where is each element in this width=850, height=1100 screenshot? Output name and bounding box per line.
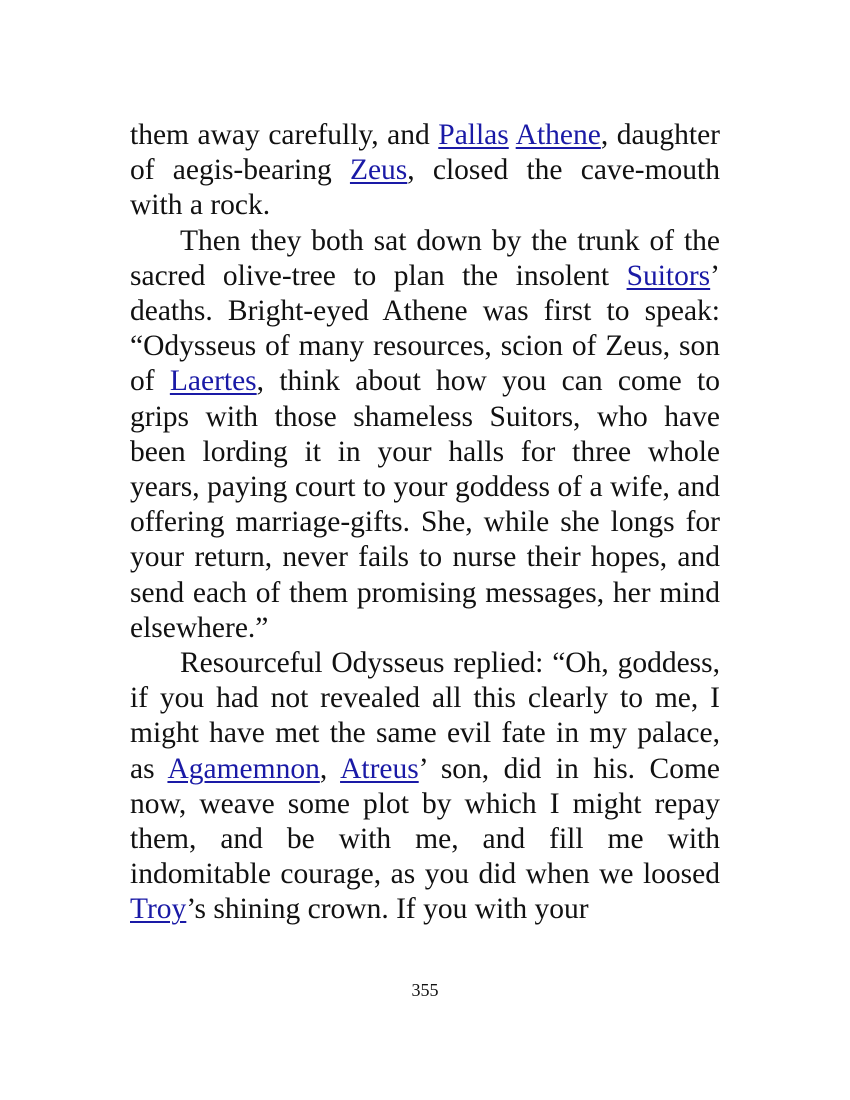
text-run: , think about how you can come to grips with those shameless Suitors, who have been lording it in your halls for three whole years, paying court to your goddess of a wife, and offering marriage-gifts. She, while she longs for your return, never fails to nurse their hopes, and send each of them promising messages, her mind elsewhere.” — [130, 365, 720, 644]
paragraph — [130, 118, 720, 224]
text-run: ’s shining crown. If you with your — [186, 893, 589, 926]
link-pallas[interactable]: Pallas — [438, 119, 509, 151]
link-zeus[interactable]: Zeus — [349, 154, 408, 187]
link-athene[interactable]: Athene — [515, 119, 601, 151]
text-run: ’ deaths. Bright-eyed Athene was first to speak: “Odysseus of many resources, scion of Zeus, son of — [130, 259, 720, 398]
text-run: , closed the cave-mouth with a rock. — [130, 154, 720, 222]
text-run: Then they both sat down by the trunk of the sacred olive-tree to plan the insolent — [130, 224, 720, 292]
text-run: ’ son, did in his. Come now, weave some plot by which I might repay them, and be with me, and fill me with indomitable courage, as you did when we loosed — [130, 752, 721, 891]
link-suitors[interactable]: Suitors — [626, 259, 711, 292]
text-run: , daughter of aegis-bearing — [130, 119, 720, 187]
text-run: , — [319, 752, 341, 785]
page-number: 355 — [411, 980, 439, 1000]
link-atreus[interactable]: Atreus — [340, 752, 419, 785]
page-body — [130, 118, 720, 928]
text-run: them away carefully, and — [130, 119, 439, 151]
paragraph — [130, 646, 720, 928]
link-agamemnon[interactable]: Agamemnon — [167, 752, 320, 785]
text-run — [509, 119, 516, 151]
link-laertes[interactable]: Laertes — [169, 365, 257, 398]
link-troy[interactable]: Troy — [130, 893, 187, 926]
text-run: Resourceful Odysseus replied: “Oh, goddess, if you had not revealed all this clearly to me, I might have met the same evil fate in my palace, as — [130, 647, 720, 785]
paragraph — [130, 224, 720, 646]
